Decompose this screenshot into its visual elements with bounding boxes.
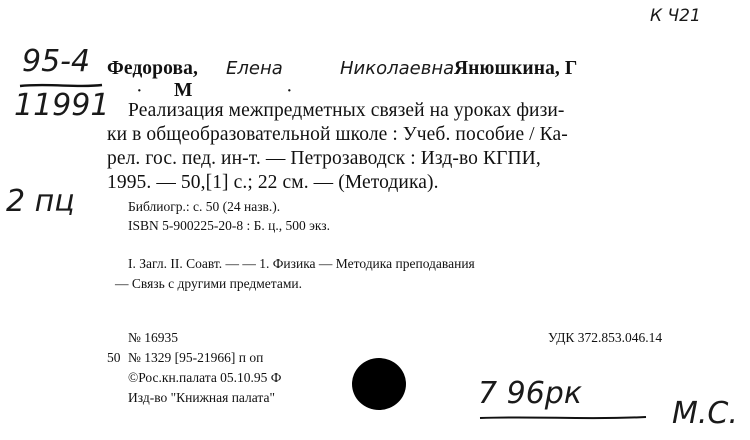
handwritten-inventory-number: 11991 xyxy=(14,88,110,123)
handwritten-patronymic: Николаевна xyxy=(340,58,455,79)
registration-prefix: 50 xyxy=(107,350,121,365)
udc-code: УДК 372.853.046.14 xyxy=(548,330,663,345)
registration-line: № 1329 [95-21966] п оп xyxy=(128,350,264,365)
tracings-line-2: — Связь с другими предметами. xyxy=(115,276,303,291)
stock-mark-underline xyxy=(478,414,648,422)
author-surname: Федорова, xyxy=(107,58,198,79)
description-line-1: Реализация межпредметных связей на уроках физи- xyxy=(128,100,565,121)
description-line-4: 1995. — 50,[1] с.; 22 см. — (Методика). xyxy=(107,172,439,193)
coauthor-name: Янюшкина, Г xyxy=(454,58,578,79)
dot-mark-2: · xyxy=(286,80,293,102)
handwritten-initials: М.С. xyxy=(672,396,738,431)
description-line-2: ки в общеобразовательной школе : Учеб. пособие / Ка- xyxy=(107,124,568,145)
handwritten-call-number: 95-4 xyxy=(22,44,91,79)
handwritten-margin-note: 2 пц xyxy=(6,184,75,219)
book-chamber-line: ©Рос.кн.палата 05.10.95 Ф xyxy=(128,370,282,385)
bibliography-note: Библиогр.: с. 50 (24 назв.). xyxy=(128,199,281,214)
tracings-line-1: I. Загл. II. Соавт. — — 1. Физика — Методика преподавания xyxy=(128,256,475,271)
dot-mark-1: · xyxy=(136,80,143,102)
description-line-3: рел. гос. пед. ин-т. — Петрозаводск : Изд-во КГПИ, xyxy=(107,148,541,169)
ink-stamp-blot xyxy=(352,358,406,410)
isbn-line: ISBN 5-900225-20-8 : Б. ц., 500 экз. xyxy=(128,218,330,233)
publisher-note: Изд-во "Книжная палата" xyxy=(128,390,275,405)
handwritten-stock-mark: 7 96рк xyxy=(478,376,582,411)
handwritten-shelf-mark: К Ч21 xyxy=(650,6,701,26)
handwritten-first-name: Елена xyxy=(226,58,283,79)
coauthor-initial: М xyxy=(174,80,193,101)
record-number: № 16935 xyxy=(128,330,179,345)
